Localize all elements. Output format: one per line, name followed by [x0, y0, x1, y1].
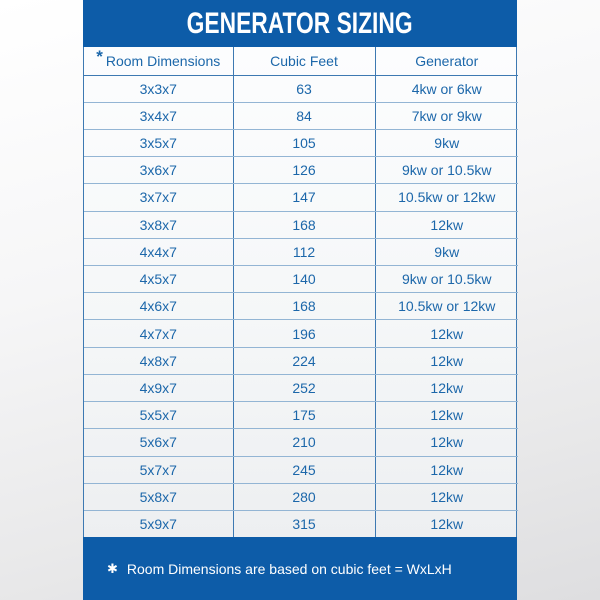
table-row	[84, 293, 518, 320]
table-row	[84, 402, 518, 429]
table-row	[84, 456, 518, 483]
cubic-feet-cell: 105	[233, 129, 375, 156]
room-dimensions-cell: 4x7x7	[84, 320, 233, 347]
table-row	[84, 184, 518, 211]
sizing-table	[84, 47, 518, 537]
table-row	[84, 347, 518, 374]
cubic-feet-cell: 245	[233, 456, 375, 483]
generator-cell: 12kw	[375, 320, 518, 347]
table-row	[84, 211, 518, 238]
cubic-feet-cell: 168	[233, 293, 375, 320]
table-row	[84, 157, 518, 184]
room-dimensions-cell: 3x5x7	[84, 129, 233, 156]
room-dimensions-cell: 5x7x7	[84, 456, 233, 483]
table-row	[84, 129, 518, 156]
generator-cell: 12kw	[375, 429, 518, 456]
generator-cell: 9kw or 10.5kw	[375, 266, 518, 293]
generator-cell: 9kw	[375, 238, 518, 265]
generator-cell: 12kw	[375, 456, 518, 483]
room-dimensions-cell: 5x9x7	[84, 511, 233, 538]
generator-cell: 12kw	[375, 374, 518, 401]
table-row	[84, 320, 518, 347]
cubic-feet-cell: 315	[233, 511, 375, 538]
generator-cell: 12kw	[375, 211, 518, 238]
table-row	[84, 266, 518, 293]
table-row	[84, 75, 518, 102]
cubic-feet-cell: 147	[233, 184, 375, 211]
generator-cell: 9kw or 10.5kw	[375, 157, 518, 184]
footnote-bar	[83, 537, 517, 600]
sizing-table-container	[83, 47, 517, 537]
room-dimensions-cell: 5x8x7	[84, 483, 233, 510]
room-dimensions-cell: 5x6x7	[84, 429, 233, 456]
table-row	[84, 102, 518, 129]
cubic-feet-cell: 84	[233, 102, 375, 129]
room-dimensions-cell: 5x5x7	[84, 402, 233, 429]
cubic-feet-cell: 224	[233, 347, 375, 374]
footnote-text: Room Dimensions are based on cubic feet = WxLxH	[126, 560, 452, 577]
generator-cell: 12kw	[375, 402, 518, 429]
table-row	[84, 429, 518, 456]
generator-cell: 9kw	[375, 129, 518, 156]
generator-cell: 7kw or 9kw	[375, 102, 518, 129]
title-banner	[83, 0, 517, 47]
room-dimensions-cell: 4x4x7	[84, 238, 233, 265]
table-row	[84, 374, 518, 401]
column-header-cubic-feet: Cubic Feet	[233, 47, 375, 75]
room-dimensions-cell: 3x4x7	[84, 102, 233, 129]
room-dimensions-cell: 4x9x7	[84, 374, 233, 401]
column-header-generator: Generator	[375, 47, 518, 75]
column-header-room-dimensions	[84, 47, 233, 75]
asterisk-marker: *	[96, 46, 103, 66]
cubic-feet-cell: 175	[233, 402, 375, 429]
cubic-feet-cell: 168	[233, 211, 375, 238]
table-row	[84, 511, 518, 538]
table-body	[84, 75, 518, 537]
generator-cell: 10.5kw or 12kw	[375, 184, 518, 211]
page-title: GENERATOR SIZING	[187, 6, 413, 40]
cubic-feet-cell: 210	[233, 429, 375, 456]
room-dimensions-cell: 3x6x7	[84, 157, 233, 184]
cubic-feet-cell: 126	[233, 157, 375, 184]
footnote-asterisk-icon: ✱	[107, 560, 118, 576]
cubic-feet-cell: 140	[233, 266, 375, 293]
room-dimensions-cell: 3x7x7	[84, 184, 233, 211]
cubic-feet-cell: 252	[233, 374, 375, 401]
room-dimensions-cell: 4x6x7	[84, 293, 233, 320]
cubic-feet-cell: 280	[233, 483, 375, 510]
generator-cell: 12kw	[375, 483, 518, 510]
column-header-room-dimensions-label: Room Dimensions	[105, 52, 221, 69]
generator-cell: 12kw	[375, 511, 518, 538]
table-header-row	[84, 47, 518, 75]
generator-cell: 12kw	[375, 347, 518, 374]
room-dimensions-cell: 3x8x7	[84, 211, 233, 238]
cubic-feet-cell: 196	[233, 320, 375, 347]
generator-cell: 10.5kw or 12kw	[375, 293, 518, 320]
room-dimensions-cell: 4x5x7	[84, 266, 233, 293]
generator-sizing-panel	[83, 0, 517, 600]
table-row	[84, 483, 518, 510]
cubic-feet-cell: 63	[233, 75, 375, 102]
room-dimensions-cell: 4x8x7	[84, 347, 233, 374]
generator-cell: 4kw or 6kw	[375, 75, 518, 102]
cubic-feet-cell: 112	[233, 238, 375, 265]
room-dimensions-cell: 3x3x7	[84, 75, 233, 102]
table-row	[84, 238, 518, 265]
